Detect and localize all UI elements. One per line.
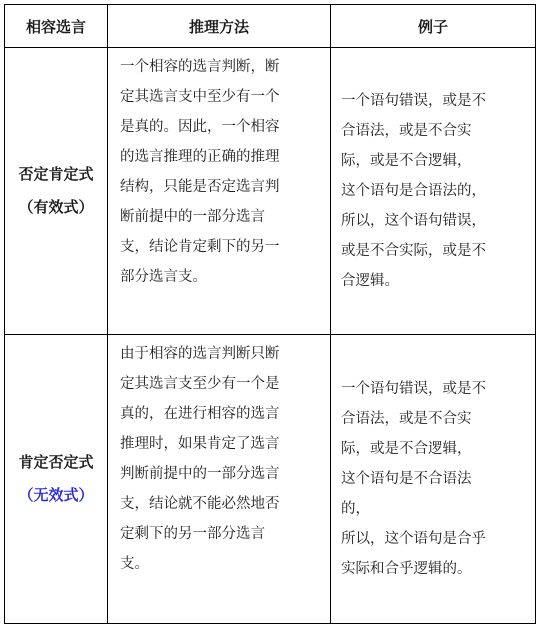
method-cell bbox=[108, 335, 331, 624]
form-name: 肯定否定式 bbox=[18, 453, 94, 471]
example-line: 这个语句是不合语法 bbox=[341, 471, 472, 487]
method-line: 定其选言支至少有一个是 bbox=[120, 376, 280, 392]
example-line: 合语法，或是不合实 bbox=[341, 123, 472, 139]
method-line: 支。 bbox=[120, 556, 149, 572]
method-line: 的选言推理的正确的推理 bbox=[120, 149, 280, 165]
method-cell bbox=[108, 48, 331, 335]
method-line: 定剩下的另一部分选言 bbox=[120, 526, 265, 542]
method-line: 一个相容的选言判断，断 bbox=[120, 59, 280, 75]
form-validity: （有效式） bbox=[18, 198, 94, 216]
header-form: 相容选言 bbox=[5, 5, 108, 48]
example-line: 所以，这个语句错误， bbox=[341, 213, 486, 229]
example-line: 的， bbox=[341, 501, 370, 517]
method-line: 支，结论就不能必然地否 bbox=[120, 496, 280, 512]
example-cell bbox=[331, 48, 536, 335]
example-line: 或是不合实际，或是不 bbox=[341, 243, 486, 259]
header-row bbox=[5, 5, 536, 48]
method-line: 定其选言支中至少有一个 bbox=[120, 89, 280, 105]
method-line: 判断前提中的一部分选言 bbox=[120, 466, 280, 482]
method-line: 是真的。因此，一个相容 bbox=[120, 119, 280, 135]
form-validity: （无效式） bbox=[18, 486, 94, 504]
method-line: 推理时，如果肯定了选言 bbox=[120, 436, 280, 452]
example-line: 合逻辑。 bbox=[341, 273, 399, 289]
example-line: 所以，这个语句是合乎 bbox=[341, 531, 486, 547]
method-line: 断前提中的一部分选言 bbox=[120, 209, 265, 225]
method-line: 结构，只能是否定选言判 bbox=[120, 179, 280, 195]
method-line: 真的，在进行相容的选言 bbox=[120, 406, 280, 422]
header-example: 例子 bbox=[331, 5, 536, 48]
method-line: 支，结论肯定剩下的另一 bbox=[120, 239, 280, 255]
example-line: 一个语句错误，或是不 bbox=[341, 93, 486, 109]
example-line: 这个语句是合语法的， bbox=[341, 183, 486, 199]
table-row-valid-form bbox=[5, 48, 536, 335]
example-line: 实际和合乎逻辑的。 bbox=[341, 561, 472, 577]
example-line: 一个语句错误，或是不 bbox=[341, 381, 486, 397]
form-name: 否定肯定式 bbox=[18, 165, 94, 183]
form-cell bbox=[5, 48, 108, 335]
example-line: 合语法，或是不合实 bbox=[341, 411, 472, 427]
header-method: 推理方法 bbox=[108, 5, 331, 48]
table-row-invalid-form bbox=[5, 335, 536, 624]
form-cell bbox=[5, 335, 108, 624]
method-line: 部分选言支。 bbox=[120, 269, 207, 285]
example-line: 际，或是不合逻辑， bbox=[341, 153, 472, 169]
reasoning-table bbox=[4, 4, 536, 624]
method-line: 由于相容的选言判断只断 bbox=[120, 346, 280, 362]
example-line: 际，或是不合逻辑， bbox=[341, 441, 472, 457]
example-cell bbox=[331, 335, 536, 624]
